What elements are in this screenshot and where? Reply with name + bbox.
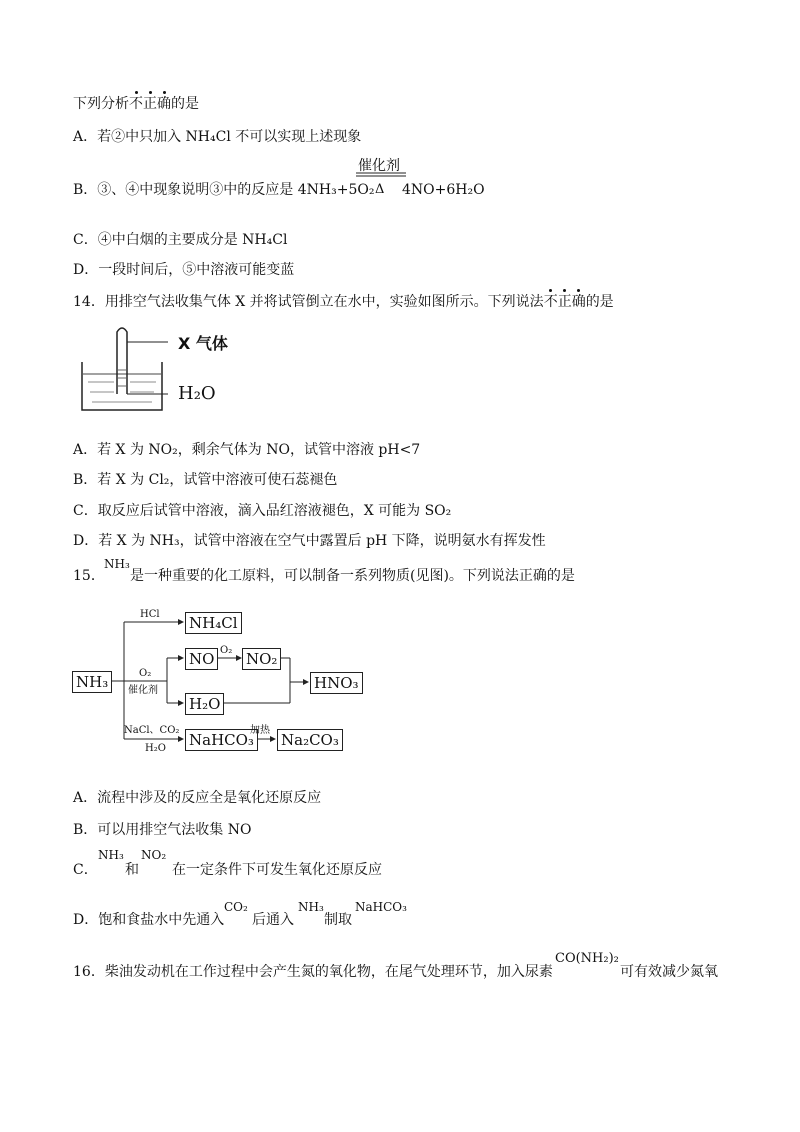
emphasis-char: 正 (557, 294, 572, 310)
no2-box: NO₂ (242, 648, 281, 670)
q14-option-d: D．若 X 为 NH₃，试管中溶液在空气中露置后 pH 下降，说明氨水有挥发性 (73, 533, 546, 549)
catalyst-label: 催化剂 (358, 158, 400, 174)
question-number: 15． (73, 568, 105, 584)
no2-formula: NO₂ (141, 848, 167, 862)
reaction-products: 4NO+6H₂O (402, 182, 485, 198)
q13-stem (73, 94, 199, 114)
nh3-box: NH₃ (72, 671, 112, 693)
make-text: 制取 (324, 912, 352, 928)
q14-option-a: A．若 X 为 NO₂，剩余气体为 NO，试管中溶液 pH<7 (73, 442, 421, 458)
nacl-co2-label: NaCl、CO₂ (124, 725, 180, 736)
equilibrium-equals-sign (356, 172, 406, 178)
emphasis-char: 确 (571, 294, 586, 310)
q15-option-a: A．流程中涉及的反应全是氧化还原反应 (73, 790, 322, 806)
q14-stem (73, 292, 614, 312)
q14-option-c: C．取反应后试管中溶液，滴入品红溶液褪色，X 可能为 SO₂ (73, 503, 452, 519)
option-c-text: 在一定条件下可发生氧化还原反应 (172, 862, 382, 878)
option-d-prefix: D．饱和食盐水中先通入 (73, 912, 225, 928)
and-text: 和 (125, 862, 139, 878)
emphasis-char: 确 (157, 96, 171, 112)
emphasis-char: 不 (129, 96, 143, 112)
q15-option-d (73, 910, 224, 930)
no-box: NO (185, 648, 218, 670)
o2-label: O₂ (139, 668, 152, 679)
q14-option-b: B．若 X 为 Cl₂，试管中溶液可使石蕊褪色 (73, 472, 338, 488)
nh4cl-box: NH₄Cl (185, 612, 242, 634)
h2o-box: H₂O (185, 693, 224, 715)
q15-option-c (73, 860, 98, 880)
water-label: H₂O (178, 383, 216, 404)
h2o-reagent-label: H₂O (145, 743, 166, 754)
gas-x-label: X 气体 (178, 334, 228, 353)
q13-option-b (73, 180, 374, 200)
emphasis-char: 不 (543, 294, 558, 310)
nahco3-formula: NaHCO₃ (355, 900, 407, 914)
q13-option-a: A．若②中只加入 NH₄Cl 不可以实现上述现象 (73, 129, 362, 145)
co2-formula: CO₂ (224, 900, 248, 914)
inverted-test-tube-diagram (80, 322, 170, 414)
q13-option-d: D．一段时间后，⑤中溶液可能变蓝 (73, 262, 295, 278)
q15-stem-text: 是一种重要的化工原料，可以制备一系列物质(见图)。下列说法正确的是 (130, 568, 575, 584)
nh3-formula-d: NH₃ (298, 900, 324, 914)
then-text: 后通入 (252, 912, 294, 928)
heat-delta: Δ (375, 182, 385, 197)
urea-formula: CO(NH₂)₂ (555, 951, 619, 966)
nahco3-box: NaHCO₃ (185, 729, 258, 751)
nh3-inline-formula: NH₃ (104, 557, 130, 571)
q16-stem: 16．柴油发动机在工作过程中会产生氮的氧化物，在尾气处理环节，加入尿素 (73, 964, 553, 980)
q13-option-c: C．④中白烟的主要成分是 NH₄Cl (73, 232, 288, 248)
nh3-formula: NH₃ (98, 848, 124, 862)
o2-mid-label: O₂ (220, 645, 233, 656)
stem-text: 14．用排空气法收集气体 X 并将试管倒立在水中，实验如图所示。下列说法 (73, 294, 544, 310)
na2co3-box: Na₂CO₃ (277, 729, 343, 751)
heat-label: 加热 (250, 725, 270, 736)
stem-text: 的是 (171, 96, 199, 112)
emphasis-char: 正 (143, 96, 157, 112)
stem-text: 下列分析 (73, 96, 129, 112)
q15-option-b: B．可以用排空气法收集 NO (73, 822, 252, 838)
catalyst-label-flow: 催化剂 (128, 685, 158, 696)
option-c-prefix: C． (73, 862, 98, 878)
stem-text: 的是 (585, 294, 614, 310)
hno3-box: HNO₃ (310, 672, 363, 694)
option-b-text: B．③、④中现象说明③中的反应是 4NH₃+5O₂ (73, 182, 375, 198)
q16-tail: 可有效减少氮氧 (620, 964, 718, 980)
hcl-label: HCl (140, 609, 160, 620)
q15-stem (73, 566, 105, 586)
